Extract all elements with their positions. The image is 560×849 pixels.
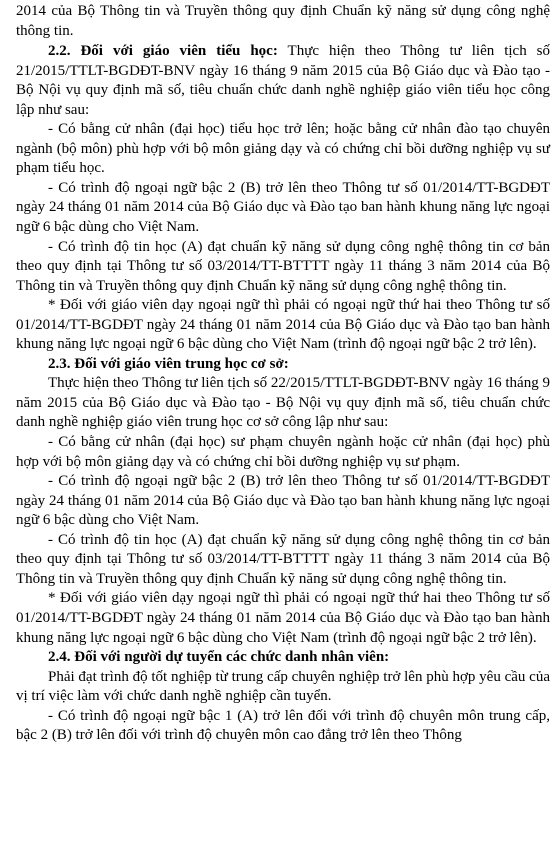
section-2-3-language-requirement: - Có trình độ ngoại ngữ bậc 2 (B) trở lên theo Thông tư số 01/2014/TT-BGDĐT ngày 24 tháng 01 năm 2014 của Bộ Giáo dục và Đào tạo ban hành khung năng lực ngoại ngữ 6 bậc dùng cho Việt Nam. (16, 473, 550, 529)
section-2-2-foreign-language-teacher-note: * Đối với giáo viên dạy ngoại ngữ thì phải có ngoại ngữ thứ hai theo Thông tư số 01/2014/TT-BGDĐT ngày 24 tháng 01 năm 2014 của Bộ Giáo dục và Đào tạo ban hành khung năng lực ngoại ngữ 6 bậc dùng cho Việt Nam (trình độ ngoại ngữ bậc 2 trở lên). (16, 297, 550, 353)
section-2-4-language-requirement: - Có trình độ ngoại ngữ bậc 1 (A) trở lên đối với trình độ chuyên môn trung cấp, bậc 2 (B) trở lên đối với trình độ chuyên môn cao đẳng trở lên theo Thông (16, 707, 550, 744)
section-2-2-it-requirement: - Có trình độ tin học (A) đạt chuẩn kỹ năng sử dụng công nghệ thông tin cơ bản theo quy định tại Thông tư số 03/2014/TT-BTTTT ngày 11 tháng 3 năm 2014 của Bộ Thông tin và Truyền thông quy định Chuẩn kỹ năng sử dụng công nghệ thông tin. (16, 238, 550, 294)
section-2-3-it-requirement: - Có trình độ tin học (A) đạt chuẩn kỹ năng sử dụng công nghệ thông tin cơ bản theo quy định tại Thông tư số 03/2014/TT-BTTTT ngày 11 tháng 3 năm 2014 của Bộ Thông tin và Truyền thông quy định Chuẩn kỹ năng sử dụng công nghệ thông tin. (16, 531, 550, 587)
section-2-3-degree-requirement: - Có bằng cử nhân (đại học) sư phạm chuyên ngành hoặc cử nhân (đại học) phù hợp với bộ môn giảng dạy và có chứng chỉ bồi dưỡng nghiệp vụ sư phạm. (16, 434, 550, 470)
paragraph-continuation: 2014 của Bộ Thông tin và Truyền thông quy định Chuẩn kỹ năng sử dụng công nghệ thông tin. (16, 3, 550, 39)
section-2-3-heading: 2.3. Đối với giáo viên trung học cơ sở: (48, 355, 289, 372)
section-2-2-degree-requirement: - Có bằng cử nhân (đại học) tiểu học trở lên; hoặc bằng cử nhân đào tạo chuyên ngành (bộ môn) phù hợp với bộ môn giảng dạy và có chứng chỉ bồi dưỡng nghiệp vụ sư phạm tiểu học. (16, 121, 550, 177)
section-2-3-foreign-language-teacher-note: * Đối với giáo viên dạy ngoại ngữ thì phải có ngoại ngữ thứ hai theo Thông tư số 01/2014/TT-BGDĐT ngày 24 tháng 01 năm 2014 của Bộ Giáo dục và Đào tạo ban hành khung năng lực ngoại ngữ 6 bậc dùng cho Việt Nam (trình độ ngoại ngữ bậc 2 trở lên). (16, 590, 550, 646)
section-2-2-heading: 2.2. Đối với giáo viên tiểu học: (48, 43, 278, 60)
section-2-2-paragraph (16, 42, 550, 120)
section-2-4-education-requirement: Phải đạt trình độ tốt nghiệp từ trung cấp chuyên nghiệp trở lên phù hợp yêu cầu của vị trí việc làm với chức danh nghề nghiệp cần tuyển. (16, 668, 550, 705)
section-2-2-text: Thực hiện theo Thông tư liên tịch số 21/2015/TTLT-BGDĐT-BNV ngày 16 tháng 9 năm 2015 của Bộ Giáo dục và Đào tạo - Bộ Nội vụ quy định mã số, tiêu chuẩn chức danh nghề nghiệp giáo viên tiểu học công lập như sau: (16, 43, 551, 118)
section-2-3-intro: Thực hiện theo Thông tư liên tịch số 22/2015/TTLT-BGDĐT-BNV ngày 16 tháng 9 năm 2015 của Bộ Giáo dục và Đào tạo - Bộ Nội vụ quy định mã số, tiêu chuẩn chức danh nghề nghiệp giáo viên trung học cơ sở công lập như sau: (16, 375, 550, 431)
section-2-4-heading: 2.4. Đối với người dự tuyển các chức danh nhân viên: (48, 649, 390, 666)
section-2-2-language-requirement: - Có trình độ ngoại ngữ bậc 2 (B) trở lên theo Thông tư số 01/2014/TT-BGDĐT ngày 24 tháng 01 năm 2014 của Bộ Giáo dục và Đào tạo ban hành khung năng lực ngoại ngữ 6 bậc dùng cho Việt Nam. (16, 179, 550, 236)
